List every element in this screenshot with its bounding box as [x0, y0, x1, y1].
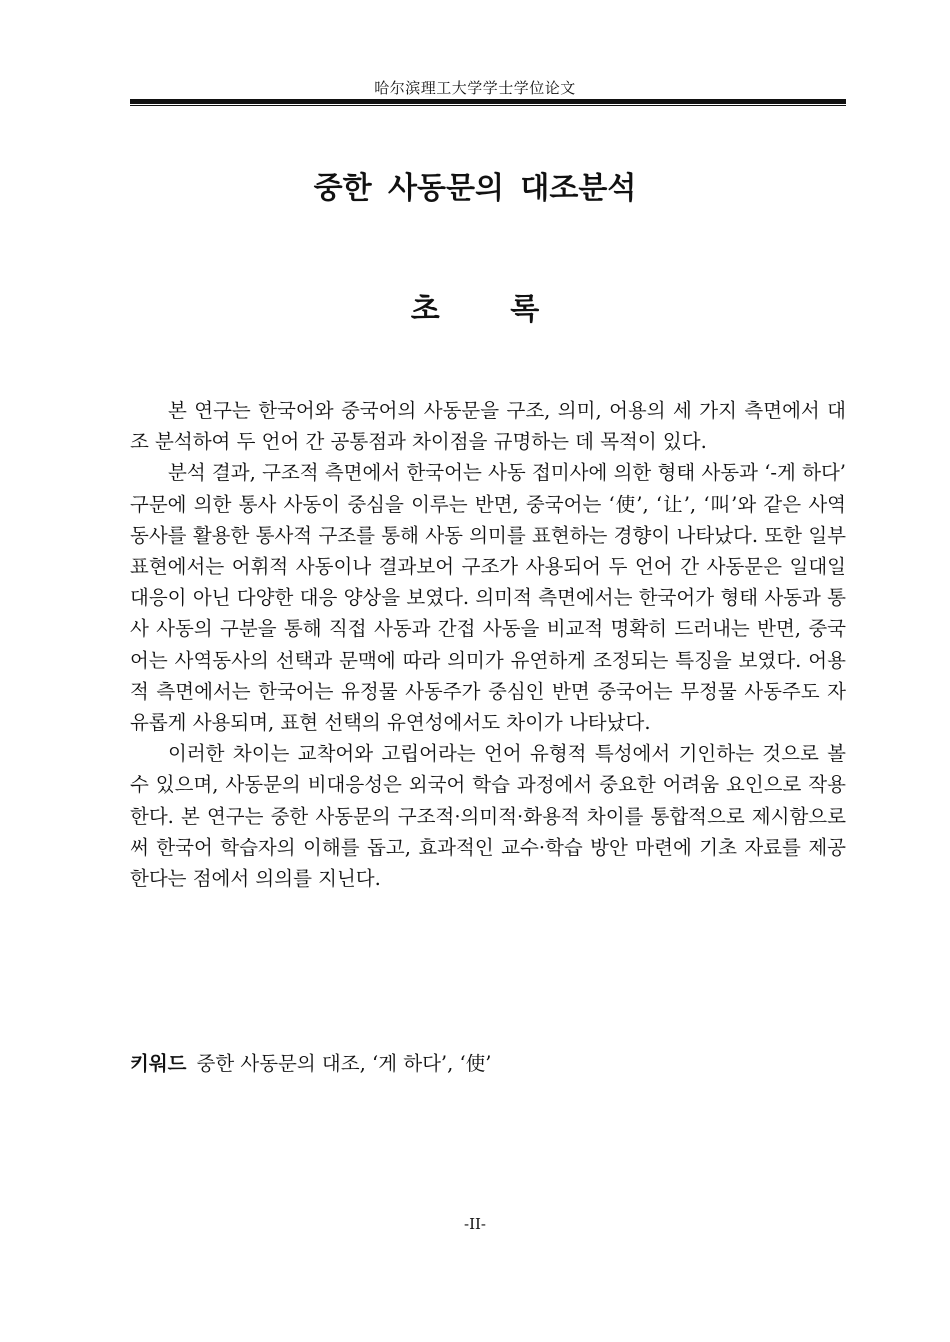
- header-rule: [130, 99, 846, 104]
- document-title: 중한 사동문의 대조분석: [313, 171, 637, 206]
- abstract-paragraph: 분석 결과, 구조적 측면에서 한국어는 사동 접미사에 의한 형태 사동과 ‘-게 하다’ 구문에 의한 통사 사동이 중심을 이루는 반면, 중국어는 ‘使’, ‘让’, ‘叫’와 같은 사역 동사를 활용한 통사적 구조를 통해 사동 의미를 표현하는 경향이 나타났다. 또한 일부 표현에서는 어휘적 사동이나 결과보어 구조가 사용되어 두 언어 간 사동문은 일대일 대응이 아닌 다양한 대응 양상을 보였다. 의미적 측면에서는 한국어가 형태 사동과 통사 사동의 구분을 통해 직접 사동과 간접 사동을 비교적 명확히 드러내는 반면, 중국어는 사역동사의 선택과 문맥에 따라 의미가 유연하게 조정되는 특징을 보였다. 어용적 측면에서는 한국어는 유정물 사동주가 중심인 반면 중국어는 무정물 사동주도 자유롭게 사용되며, 표현 선택의 유연성에서도 차이가 나타났다.: [130, 461, 846, 735]
- running-header: 哈尔滨理工大学学士学位论文: [374, 79, 576, 97]
- abstract-heading: 초 록: [410, 292, 570, 327]
- keywords-text: 중한 사동문의 대조, ‘게 하다’, ‘使’: [196, 1052, 492, 1075]
- page-number: -II-: [464, 1215, 486, 1233]
- abstract-body: [130, 395, 846, 894]
- header-rule-thin: [130, 105, 846, 106]
- abstract-paragraph: 이러한 차이는 교착어와 고립어라는 언어 유형적 특성에서 기인하는 것으로 볼 수 있으며, 사동문의 비대응성은 외국어 학습 과정에서 중요한 어려움 요인으로 작용한다. 본 연구는 중한 사동문의 구조적·의미적·화용적 차이를 통합적으로 제시함으로써 한국어 학습자의 이해를 돕고, 효과적인 교수·학습 방안 마련에 기초 자료를 제공한다는 점에서 의의를 지닌다.: [130, 742, 846, 891]
- abstract-paragraph: 본 연구는 한국어와 중국어의 사동문을 구조, 의미, 어용의 세 가지 측면에서 대조 분석하여 두 언어 간 공통점과 차이점을 규명하는 데 목적이 있다.: [130, 399, 846, 454]
- keywords-line: [130, 1048, 846, 1079]
- keywords-label: 키워드: [130, 1052, 187, 1075]
